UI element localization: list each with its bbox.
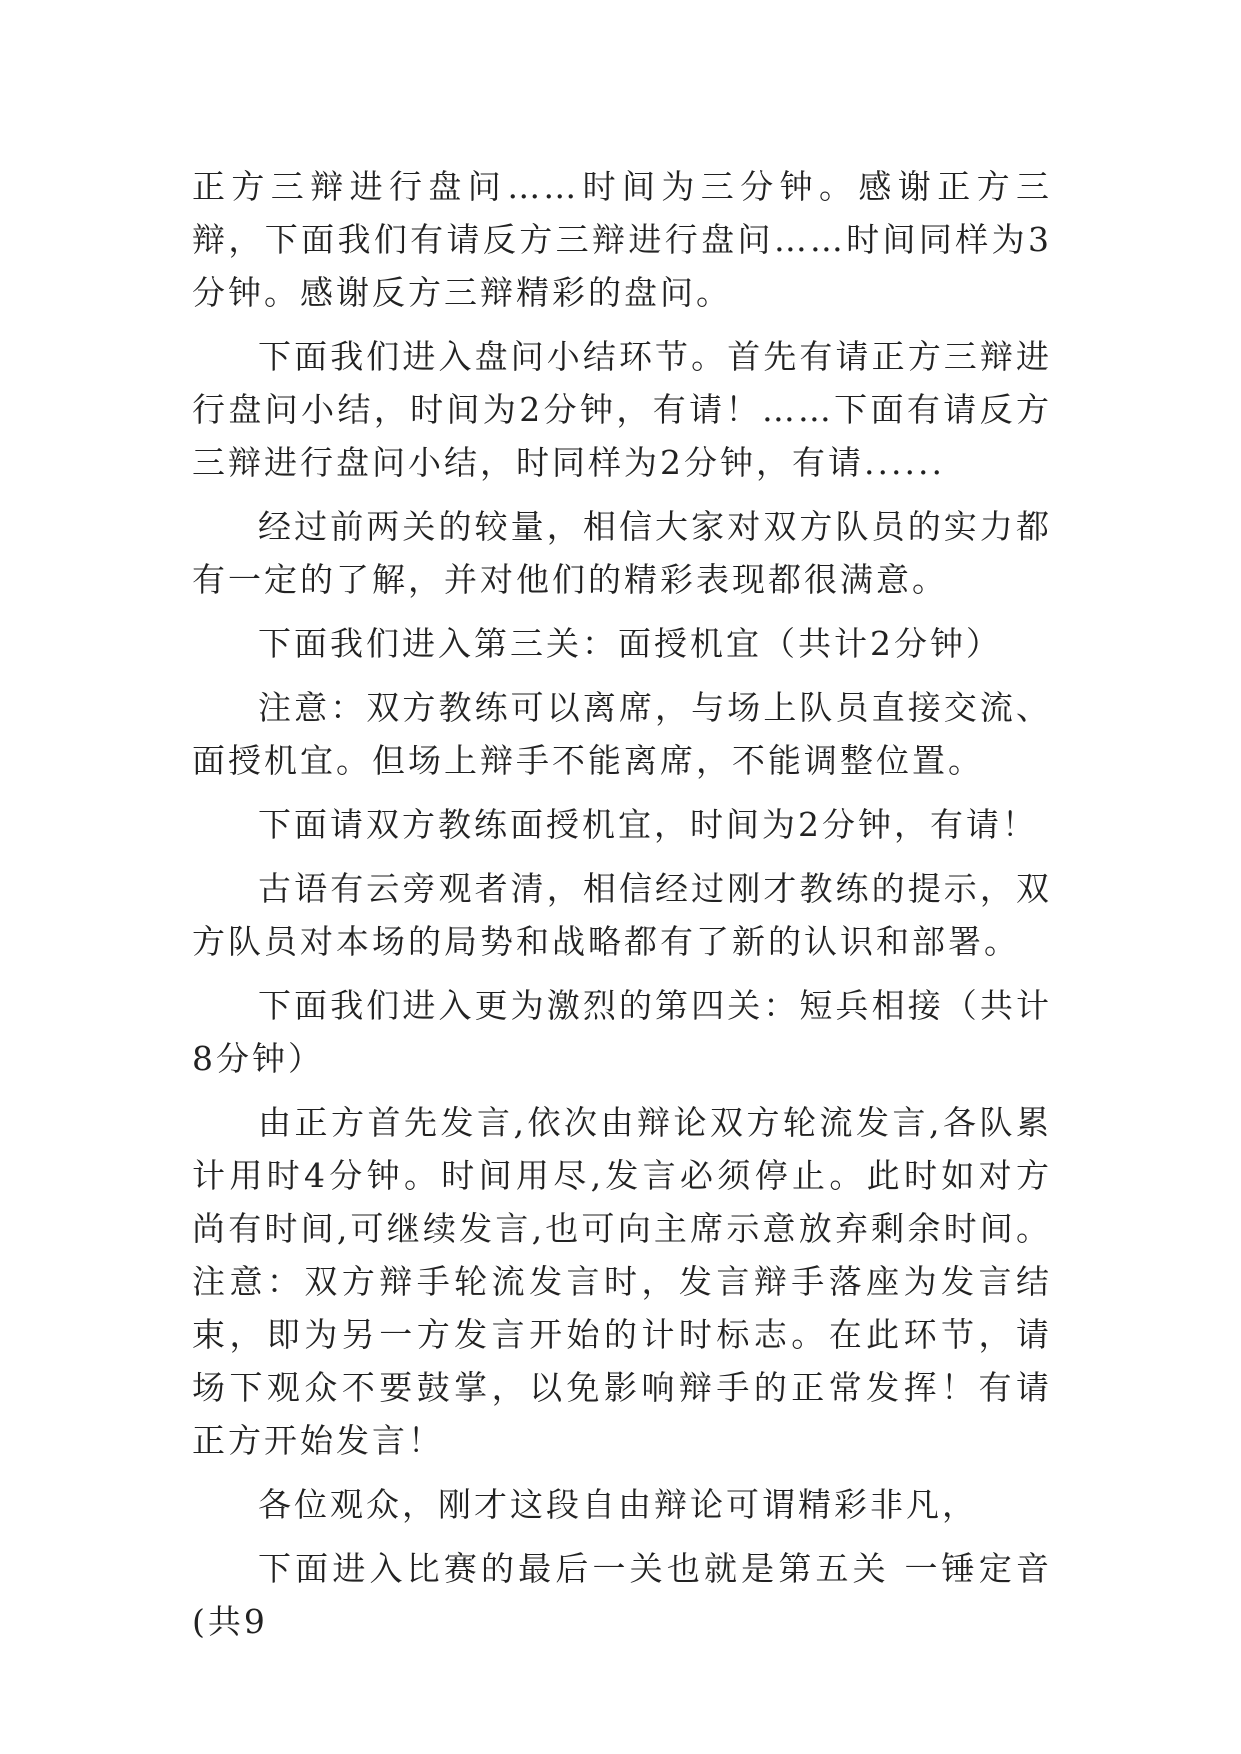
document-body [192,160,1052,1659]
paragraph-8: 下面我们进入更为激烈的第四关：短兵相接（共计8分钟） [192,986,1052,1078]
paragraph-6: 下面请双方教练面授机宜，时间为2分钟，有请！ [258,805,1038,844]
paragraph-3: 经过前两关的较量，相信大家对双方队员的实力都有一定的了解，并对他们的精彩表现都很满意。 [192,507,1052,599]
paragraph-2: 下面我们进入盘问小结环节。首先有请正方三辩进行盘问小结，时间为2分钟，有请！……下面有请反方三辩进行盘问小结，时同样为2分钟，有请...... [192,337,1052,482]
paragraph-1: 正方三辩进行盘问……时间为三分钟。感谢正方三辩，下面我们有请反方三辩进行盘问……时间同样为3分钟。感谢反方三辩精彩的盘问。 [192,167,1052,312]
paragraph-4: 下面我们进入第三关：面授机宜（共计2分钟） [258,624,1002,663]
paragraph-7: 古语有云旁观者清，相信经过刚才教练的提示，双方队员对本场的局势和战略都有了新的认识和部署。 [192,869,1052,961]
paragraph-10: 各位观众，刚才这段自由辩论可谓精彩非凡， [258,1485,978,1524]
paragraph-9: 由正方首先发言,依次由辩论双方轮流发言,各队累计用时4分钟。时间用尽,发言必须停止。此时如对方尚有时间,可继续发言,也可向主席示意放弃剩余时间。 注意：双方辩手轮流发言时，发言辩手落座为发言结束，即为另一方发言开始的计时标志。在此环节，请场下观众不要鼓掌，以免影响辩手的正常发挥！有请正方开始发言！ [192,1103,1052,1460]
paragraph-11: 下面进入比赛的最后一关也就是第五关 一锤定音(共9 [192,1549,1052,1641]
paragraph-5: 注意：双方教练可以离席，与场上队员直接交流、面授机宜。但场上辩手不能离席，不能调整位置。 [192,688,1052,780]
